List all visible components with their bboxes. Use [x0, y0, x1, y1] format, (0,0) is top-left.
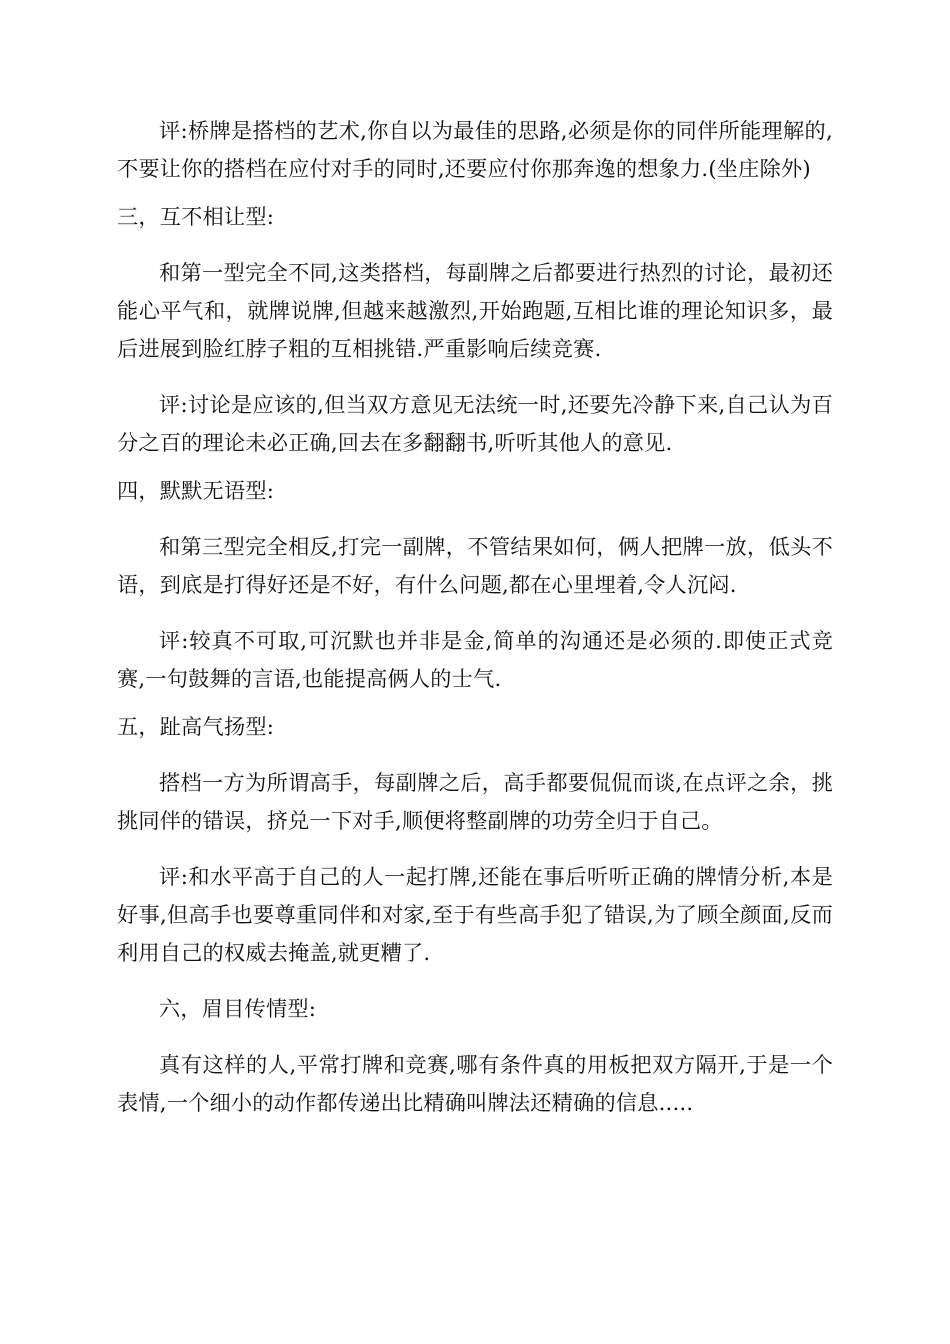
section-heading-4: 四，默默无语型:: [117, 478, 275, 503]
comment-paragraph-3: 评:讨论是应该的,但当双方意见无法统一时,还要先冷静下来,自己认为百分之百的理论未必正确,回去在多翻翻书,听听其他人的意见.: [117, 392, 833, 455]
body-paragraph-6: 真有这样的人,平常打牌和竞赛,哪有条件真的用板把双方隔开,于是一个表情,一个细小的动作都传递出比精确叫牌法还精确的信息.....: [117, 1052, 833, 1115]
document-body: [117, 112, 833, 1122]
body-paragraph-5: 搭档一方为所谓高手，每副牌之后，高手都要侃侃而谈,在点评之余，挑挑同伴的错误，挤兑一下对手,顺便将整副牌的功劳全归于自己。: [117, 770, 833, 833]
body-paragraph-4: 和第三型完全相反,打完一副牌，不管结果如何，俩人把牌一放，低头不语，到底是打得好还是不好，有什么问题,都在心里埋着,令人沉闷.: [117, 534, 833, 597]
section-heading-3: 三，互不相让型:: [117, 204, 275, 229]
body-paragraph-3: 和第一型完全不同,这类搭档，每副牌之后都要进行热烈的讨论，最初还能心平气和，就牌说牌,但越来越激烈,开始跑题,互相比谁的理论知识多，最后进展到脸红脖子粗的互相挑错.严重影响后续竞赛.: [117, 260, 833, 361]
comment-paragraph-4: 评:较真不可取,可沉默也并非是金,简单的沟通还是必须的.即使正式竞赛,一句鼓舞的言语,也能提高俩人的士气.: [117, 628, 833, 691]
comment-paragraph-1: 评:桥牌是搭档的艺术,你自以为最佳的思路,必须是你的同伴所能理解的,不要让你的搭档在应付对手的同时,还要应付你那奔逸的想象力.(坐庄除外): [117, 118, 833, 181]
comment-paragraph-5: 评:和水平高于自己的人一起打牌,还能在事后听听正确的牌情分析,本是好事,但高手也要尊重同伴和对家,至于有些高手犯了错误,为了顾全颜面,反而利用自己的权威去掩盖,就更糟了.: [117, 864, 833, 965]
section-heading-6: 六，眉目传情型:: [159, 996, 317, 1021]
section-heading-5: 五，趾高气扬型:: [117, 714, 275, 739]
